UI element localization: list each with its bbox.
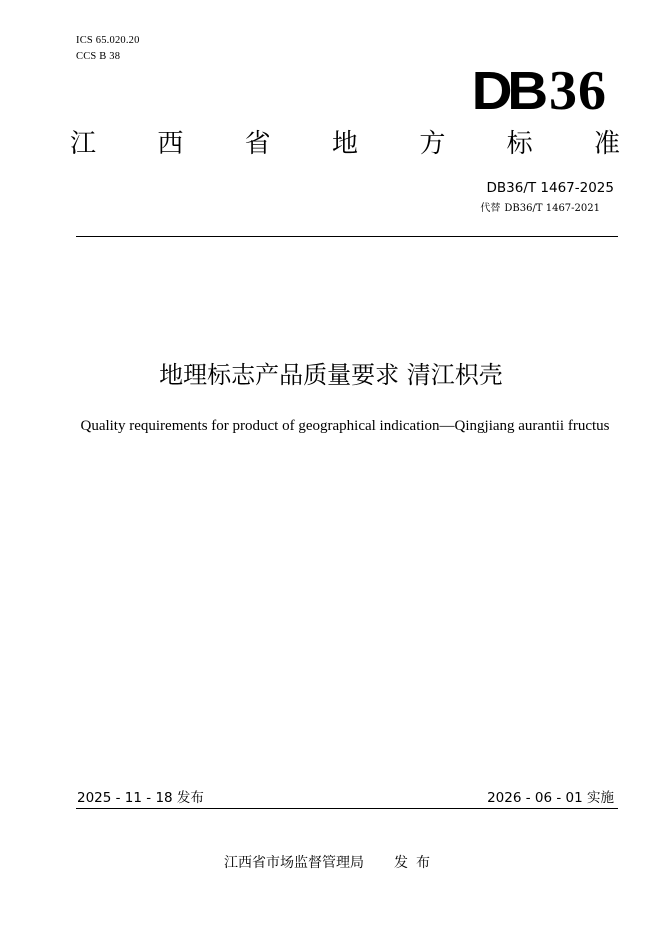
replaces-number: DB36/T 1467-2021 — [504, 203, 600, 214]
publisher-line — [0, 853, 662, 873]
standard-type-char: 江 — [70, 129, 97, 159]
bottom-divider — [76, 808, 618, 809]
replaces-note — [480, 202, 600, 215]
standard-type-char: 标 — [506, 129, 533, 159]
logo-number: 36 — [549, 60, 607, 122]
standard-type-char: 省 — [244, 129, 271, 159]
document-title-chinese: 地理标志产品质量要求 清江枳壳 — [159, 361, 503, 389]
standard-type-char: 准 — [593, 129, 620, 159]
publisher-name: 江西省市场监督管理局 — [224, 855, 364, 871]
top-divider — [76, 236, 618, 237]
replaces-label: 代替 — [480, 203, 501, 214]
publisher-action: 发布 — [394, 855, 438, 871]
db36-logo — [471, 58, 607, 122]
logo-prefix: DB — [471, 61, 543, 121]
standard-type-heading — [70, 126, 620, 162]
implementation-date: 2026 - 06 - 01 实施 — [487, 790, 614, 806]
standard-number: DB36/T 1467-2025 — [486, 180, 614, 196]
standard-type-char: 地 — [331, 129, 358, 159]
document-title-english: Quality requirements for product of geographical indication—Qingjiang aurantii fructus — [80, 418, 610, 434]
ics-code: ICS 65.020.20 — [76, 35, 140, 46]
standard-type-char: 方 — [419, 129, 446, 159]
issue-date: 2025 - 11 - 18 发布 — [77, 790, 204, 806]
ccs-code: CCS B 38 — [76, 51, 121, 62]
standard-type-char: 西 — [157, 129, 184, 159]
